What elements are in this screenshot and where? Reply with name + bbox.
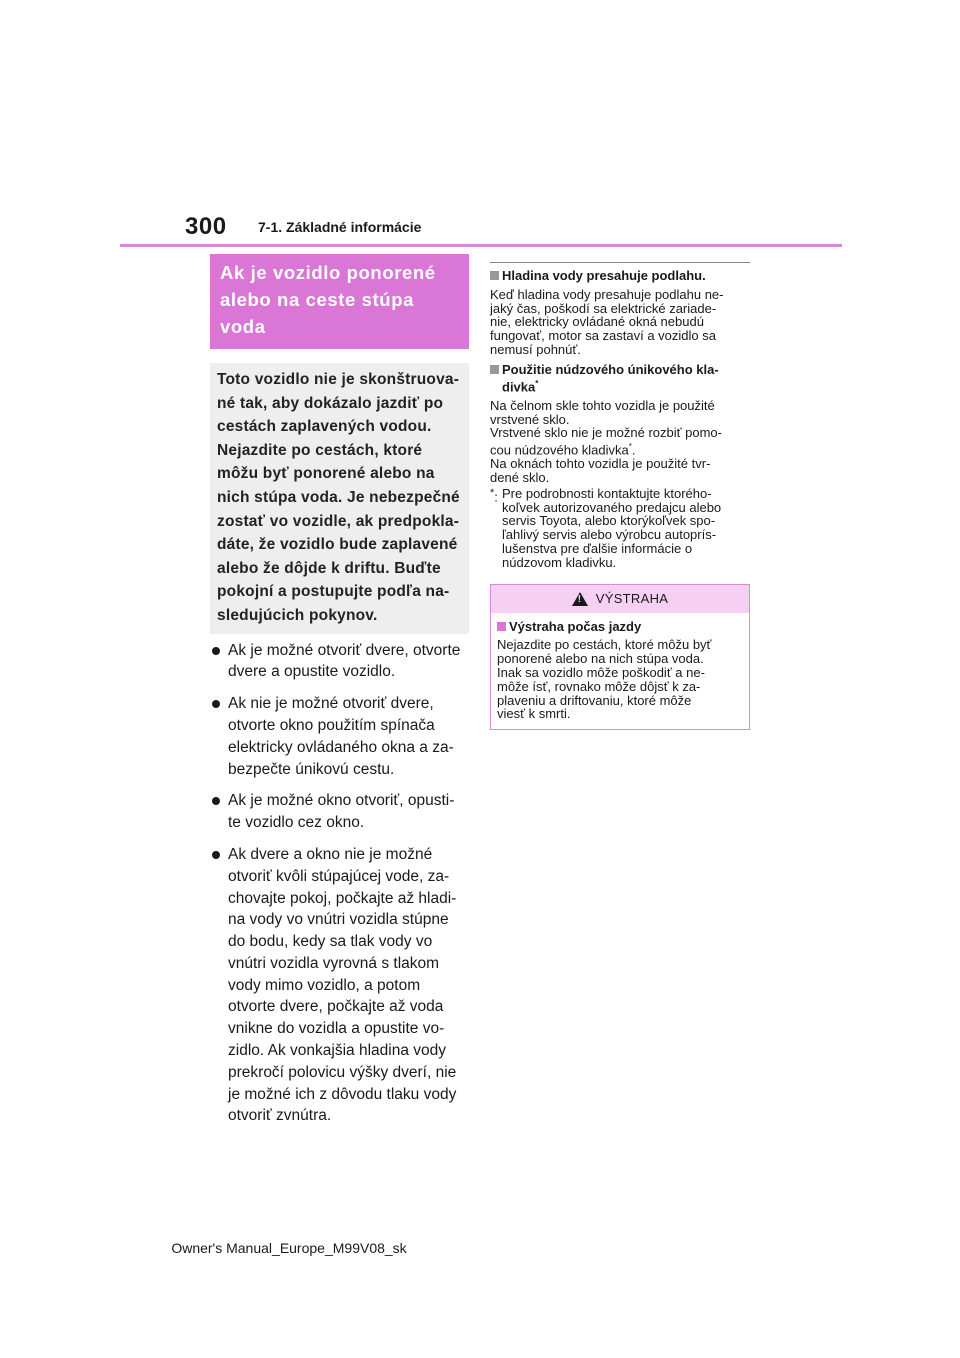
bullet-line: Ak je možné okno otvoriť, opusti- xyxy=(228,792,455,810)
warning-line: Inak sa vozidlo môže poškodiť a ne- xyxy=(497,664,705,680)
bullet-line: zidlo. Ak vonkajšia hladina vody xyxy=(228,1042,446,1060)
footnote-line: o núdzovom kladivku. xyxy=(502,541,693,570)
paragraph-line: jaký čas, poškodí sa elektrické zariade- xyxy=(490,300,717,316)
bullet-item xyxy=(210,790,469,834)
warning-label: VÝSTRAHA xyxy=(595,590,669,606)
intro-line: sledujúcich pokynov. xyxy=(217,606,378,624)
subsection-heading xyxy=(490,269,750,283)
subsection-heading xyxy=(497,620,743,634)
intro-line: zostať vo vozidle, ak predpokla- xyxy=(217,512,460,530)
asterisk-mark: * xyxy=(490,486,495,499)
warning-triangle-icon xyxy=(572,592,588,606)
intro-line: nich stúpa voda. Je nebezpečné xyxy=(217,488,460,506)
bullet-line: otvorte okno použitím spínača xyxy=(228,716,435,734)
paragraph-line: Vrstvené sklo nie je možné rozbiť pomo- xyxy=(490,425,722,441)
paragraph xyxy=(490,399,750,485)
paragraph-line: Keď hladina vody presahuje podlahu ne- xyxy=(490,286,724,302)
bullet-line: chovajte pokoj, počkajte až hladi- xyxy=(228,889,457,907)
bullet-line: je možné ich z dôvodu tlaku vody xyxy=(228,1085,457,1103)
bullet-line: otvoriť kvôli stúpajúcej vode, za- xyxy=(228,867,450,885)
warning-body xyxy=(491,613,749,730)
subsection-heading-text: Hladina vody presahuje podlahu. xyxy=(502,268,706,283)
bullet-line: do bodu, kedy sa tlak vody vo xyxy=(228,933,433,951)
bullet-line: otvorte dvere, počkajte až voda xyxy=(228,998,444,1016)
right-rule xyxy=(490,262,750,263)
paragraph-text: . xyxy=(631,442,636,458)
intro-line: cestách zaplavených vodou. xyxy=(217,418,432,436)
paragraph-line: vrstvené sklo. xyxy=(490,411,570,427)
footnote-marker xyxy=(490,487,498,504)
bullet-dot-icon xyxy=(212,797,220,805)
asterisk-mark: * xyxy=(535,378,539,388)
topic-title-line: Ak je vozidlo ponorené xyxy=(220,262,436,283)
bullet-line: prekročí polovicu výšky dverí, nie xyxy=(228,1063,457,1081)
bullet-line: vody mimo vozidlo, a potom xyxy=(228,976,421,994)
warning-header xyxy=(491,585,749,613)
warning-heading-text: Výstraha počas jazdy xyxy=(509,618,642,634)
warning-line: plaveniu a driftovaniu, ktoré môže xyxy=(497,692,692,708)
section-title: 7-1. Základné informácie xyxy=(258,219,422,235)
paragraph xyxy=(497,638,743,721)
footnote-line: servis Toyota, alebo ktorýkoľvek spo- xyxy=(502,513,716,529)
footnote-line: koľvek autorizovaného predajcu alebo xyxy=(502,499,722,515)
bullet-line: otvoriť zvnútra. xyxy=(228,1107,332,1125)
bullet-dot-icon xyxy=(212,851,220,859)
square-bullet-icon xyxy=(490,271,499,280)
paragraph-line: nemusí pohnúť. xyxy=(490,341,581,357)
bullet-line: Ak je možné otvoriť dvere, otvorte xyxy=(228,641,461,659)
footnote-line: ľahlivý servis alebo výrobcu autoprís- xyxy=(502,527,717,543)
intro-line: pokojní a postupujte podľa na- xyxy=(217,583,450,601)
bullet-line: na vody vo vnútri vozidla stúpne xyxy=(228,911,449,929)
intro-box xyxy=(210,363,469,634)
footnote-colon: : xyxy=(494,489,498,505)
bullet-dot-icon xyxy=(212,700,220,708)
footnote-line: lušenstva pre ďalšie informácie xyxy=(502,541,682,556)
bullet-item xyxy=(210,693,469,780)
footnote xyxy=(490,487,750,570)
bullet-line: Ak nie je možné otvoriť dvere, xyxy=(228,695,434,713)
bullet-line: vnikne do vozidla a opustite vo- xyxy=(228,1020,445,1038)
paragraph-line: nie, elektricky ovládané okná nebudú xyxy=(490,314,704,330)
page-number: 300 xyxy=(185,213,227,240)
left-column xyxy=(210,254,469,1137)
bullet-line: dvere a opustite vozidlo. xyxy=(228,663,396,681)
paragraph-line: Na čelnom skle tohto vozidla je použité xyxy=(490,397,715,413)
footnote-line: Pre podrobnosti kontaktujte ktorého- xyxy=(502,485,712,501)
bullet-line: elektricky ovládaného okna a za- xyxy=(228,738,454,756)
right-column xyxy=(490,262,750,730)
asterisk-mark: * xyxy=(628,442,632,452)
bullet-list xyxy=(210,640,469,1128)
bullet-dot-icon xyxy=(212,647,220,655)
topic-title-box xyxy=(210,254,469,349)
paragraph-line: dené sklo. xyxy=(490,470,550,486)
bullet-line: te vozidlo cez okno. xyxy=(228,814,365,832)
warning-line: môže ísť, rovnako môže dôjsť k za- xyxy=(497,678,701,694)
bullet-item xyxy=(210,844,469,1127)
topic-title-line: alebo na ceste stúpa xyxy=(220,289,414,310)
paragraph-line: Na oknách tohto vozidla je použité tvr- xyxy=(490,456,711,472)
intro-line: né tak, aby dokázalo jazdiť po xyxy=(217,394,444,412)
bullet-line: vnútri vozidla vyrovná s tlakom xyxy=(228,954,440,972)
intro-line: môžu byť ponorené alebo na xyxy=(217,465,435,483)
paragraph-text: cou núdzového kladivka xyxy=(490,442,629,458)
header-rule xyxy=(120,244,842,247)
footer-doc-id: Owner's Manual_Europe_M99V08_sk xyxy=(171,1240,407,1256)
subsection-heading xyxy=(490,363,750,394)
paragraph-line: fungovať, motor sa zastaví a vozidlo sa xyxy=(490,328,716,344)
square-bullet-icon xyxy=(490,365,499,374)
warning-line: Nejazdite po cestách, ktoré môžu byť xyxy=(497,637,712,653)
intro-line: Nejazdite po cestách, ktoré xyxy=(217,441,423,459)
paragraph-line xyxy=(490,440,750,457)
bullet-line: Ak dvere a okno nie je možné xyxy=(228,845,433,863)
warning-line: ponorené alebo na nich stúpa voda. xyxy=(497,651,704,667)
intro-line: dáte, že vozidlo bude zaplavené xyxy=(217,536,458,554)
square-bullet-icon xyxy=(497,622,506,631)
paragraph xyxy=(490,288,750,357)
warning-line: viesť k smrti. xyxy=(497,706,571,722)
subsection-heading-text: Použitie núdzového únikového kla- xyxy=(502,361,719,377)
topic-title-line: voda xyxy=(220,316,266,337)
warning-box xyxy=(490,584,750,731)
subsection-heading-text: divka xyxy=(502,378,536,394)
intro-line: alebo že dôjde k driftu. Buďte xyxy=(217,559,441,577)
bullet-line: bezpečte únikovú cestu. xyxy=(228,760,395,778)
intro-line: Toto vozidlo nie je skonštruova- xyxy=(217,371,460,388)
bullet-item xyxy=(210,640,469,684)
